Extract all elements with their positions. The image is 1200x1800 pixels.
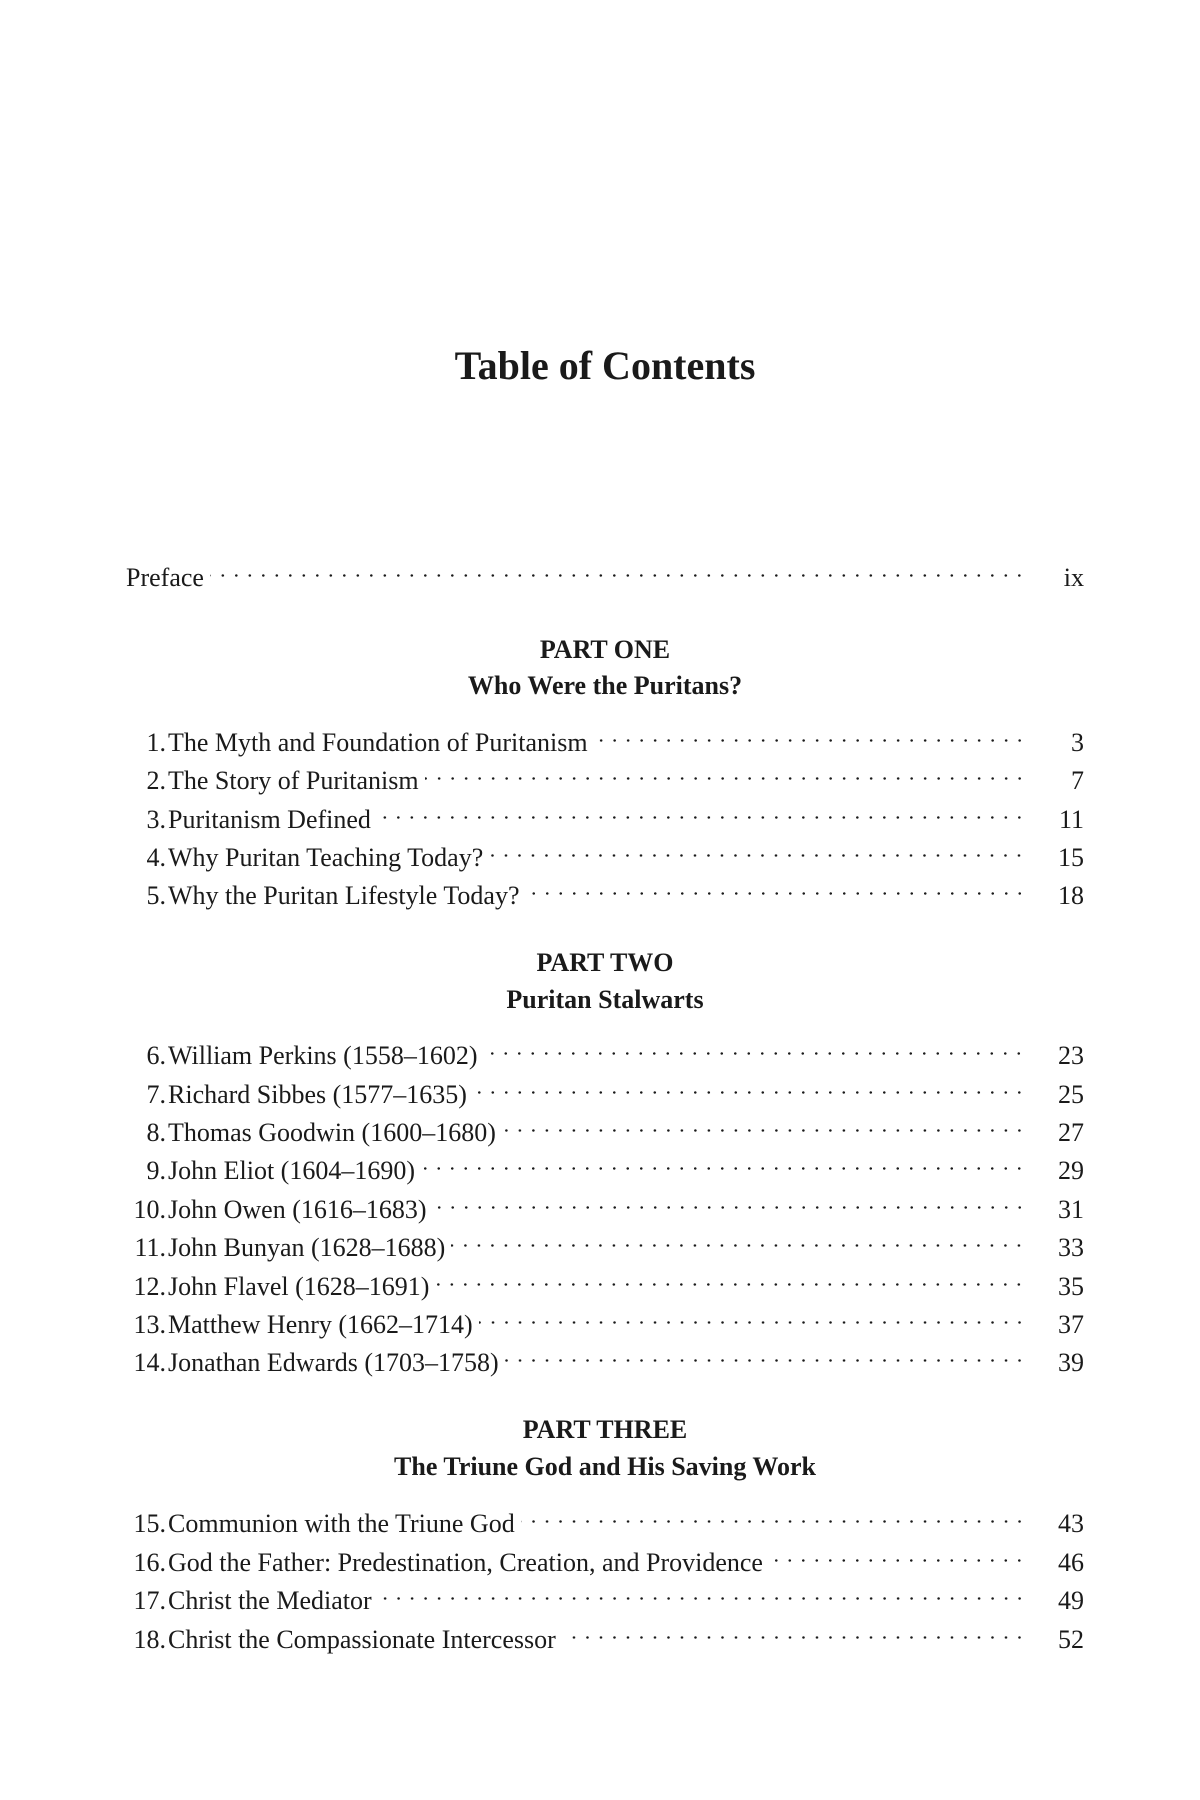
entry-title: Why Puritan Teaching Today? bbox=[168, 843, 484, 872]
entry-page-number: 3 bbox=[1071, 728, 1084, 757]
entry-title: The Story of Puritanism bbox=[168, 766, 419, 795]
page-title: Table of Contents bbox=[454, 343, 756, 388]
entry-number: 3. bbox=[146, 805, 166, 834]
entry-page-number: 7 bbox=[1071, 766, 1084, 795]
entry-page-number: 52 bbox=[1058, 1625, 1084, 1654]
dot-leader bbox=[769, 1533, 1026, 1571]
toc-entry[interactable] bbox=[124, 866, 1084, 910]
entry-title: John Bunyan (1628–1688) bbox=[168, 1233, 446, 1262]
dot-leader bbox=[562, 1610, 1026, 1648]
entry-title: John Eliot (1604–1690) bbox=[168, 1156, 415, 1185]
toc-entry-preface[interactable] bbox=[126, 548, 1084, 592]
entry-title: John Flavel (1628–1691) bbox=[168, 1272, 430, 1301]
entry-number: 9. bbox=[146, 1156, 166, 1185]
entry-number: 6. bbox=[146, 1041, 166, 1070]
toc-entry[interactable] bbox=[124, 790, 1084, 834]
entry-number: 2. bbox=[146, 766, 166, 795]
entry-title: Matthew Henry (1662–1714) bbox=[168, 1310, 473, 1339]
entry-number: 7. bbox=[146, 1080, 166, 1109]
part-three-label: PART THREE bbox=[522, 1415, 688, 1444]
toc-entry[interactable] bbox=[124, 1026, 1084, 1070]
toc-entry[interactable] bbox=[124, 1065, 1084, 1109]
dot-leader bbox=[502, 1103, 1026, 1141]
entry-number: 17. bbox=[133, 1586, 166, 1615]
entry-number: 4. bbox=[146, 843, 166, 872]
entry-page-number: 31 bbox=[1058, 1195, 1084, 1224]
toc-entry[interactable] bbox=[124, 1257, 1084, 1301]
part-two-label: PART TWO bbox=[536, 948, 674, 977]
toc-entry[interactable] bbox=[124, 1141, 1084, 1185]
entry-number: 13. bbox=[133, 1310, 166, 1339]
entry-page-number: 35 bbox=[1058, 1272, 1084, 1301]
toc-entry[interactable] bbox=[124, 713, 1084, 757]
toc-entry[interactable] bbox=[124, 1295, 1084, 1339]
entry-page-number: 46 bbox=[1058, 1548, 1084, 1577]
entry-number: 5. bbox=[146, 881, 166, 910]
dot-leader bbox=[479, 1295, 1026, 1333]
entry-number: 10. bbox=[133, 1195, 166, 1224]
entry-number: 16. bbox=[133, 1548, 166, 1577]
dot-leader bbox=[483, 1026, 1026, 1064]
entry-title: Communion with the Triune God bbox=[168, 1509, 515, 1538]
entry-page-number: 37 bbox=[1058, 1310, 1084, 1339]
dot-leader bbox=[378, 1571, 1026, 1609]
dot-leader bbox=[451, 1218, 1026, 1256]
entry-page-number: 15 bbox=[1058, 843, 1084, 872]
entry-title: God the Father: Predestination, Creation, and Providence bbox=[168, 1548, 763, 1577]
entry-page-number: 33 bbox=[1058, 1233, 1084, 1262]
entry-title: The Myth and Foundation of Puritanism bbox=[168, 728, 588, 757]
part-three-subtitle: The Triune God and His Saving Work bbox=[394, 1452, 816, 1481]
entry-title: William Perkins (1558–1602) bbox=[168, 1041, 478, 1070]
entry-number: 12. bbox=[133, 1272, 166, 1301]
entry-number: 1. bbox=[146, 728, 166, 757]
entry-title: Christ the Compassionate Intercessor bbox=[168, 1625, 556, 1654]
entry-page-number: 43 bbox=[1058, 1509, 1084, 1538]
part-two-subtitle: Puritan Stalwarts bbox=[506, 985, 704, 1014]
dot-leader bbox=[521, 1494, 1026, 1532]
part-one-label: PART ONE bbox=[539, 635, 671, 664]
dot-leader bbox=[377, 790, 1026, 828]
entry-page-number: 25 bbox=[1058, 1080, 1084, 1109]
entry-number: 11. bbox=[134, 1233, 166, 1262]
entry-page-number: 23 bbox=[1058, 1041, 1084, 1070]
entry-title: Puritanism Defined bbox=[168, 805, 371, 834]
entry-page-number: 11 bbox=[1058, 805, 1084, 834]
dot-leader bbox=[594, 713, 1026, 751]
toc-entry[interactable] bbox=[124, 828, 1084, 872]
toc-entry[interactable] bbox=[124, 1103, 1084, 1147]
dot-leader bbox=[425, 751, 1026, 789]
toc-entry[interactable] bbox=[124, 1610, 1084, 1654]
dot-leader bbox=[210, 548, 1026, 586]
entry-title: Christ the Mediator bbox=[168, 1586, 372, 1615]
toc-entry[interactable] bbox=[124, 1333, 1084, 1377]
entry-title: Why the Puritan Lifestyle Today? bbox=[168, 881, 520, 910]
toc-entry[interactable] bbox=[124, 751, 1084, 795]
entry-page-number: 39 bbox=[1058, 1348, 1084, 1377]
entry-title: Richard Sibbes (1577–1635) bbox=[168, 1080, 467, 1109]
dot-leader bbox=[421, 1141, 1026, 1179]
entry-page-number: ix bbox=[1063, 563, 1084, 592]
entry-title: Thomas Goodwin (1600–1680) bbox=[168, 1118, 496, 1147]
entry-title: John Owen (1616–1683) bbox=[168, 1195, 427, 1224]
entry-page-number: 29 bbox=[1058, 1156, 1084, 1185]
entry-title: Preface bbox=[126, 563, 204, 592]
toc-entry[interactable] bbox=[124, 1180, 1084, 1224]
dot-leader bbox=[526, 866, 1027, 904]
entry-page-number: 49 bbox=[1058, 1586, 1084, 1615]
toc-entry[interactable] bbox=[124, 1533, 1084, 1577]
toc-entry[interactable] bbox=[124, 1218, 1084, 1262]
entry-number: 18. bbox=[133, 1625, 166, 1654]
toc-entry[interactable] bbox=[124, 1571, 1084, 1615]
entry-title: Jonathan Edwards (1703–1758) bbox=[168, 1348, 499, 1377]
toc-entry[interactable] bbox=[124, 1494, 1084, 1538]
entry-number: 14. bbox=[133, 1348, 166, 1377]
entry-number: 8. bbox=[146, 1118, 166, 1147]
dot-leader bbox=[473, 1065, 1026, 1103]
entry-page-number: 27 bbox=[1058, 1118, 1084, 1147]
dot-leader bbox=[489, 828, 1026, 866]
entry-page-number: 18 bbox=[1058, 881, 1084, 910]
entry-number: 15. bbox=[133, 1509, 166, 1538]
dot-leader bbox=[505, 1333, 1026, 1371]
dot-leader bbox=[435, 1257, 1026, 1295]
dot-leader bbox=[433, 1180, 1026, 1218]
part-one-subtitle: Who Were the Puritans? bbox=[467, 671, 743, 700]
